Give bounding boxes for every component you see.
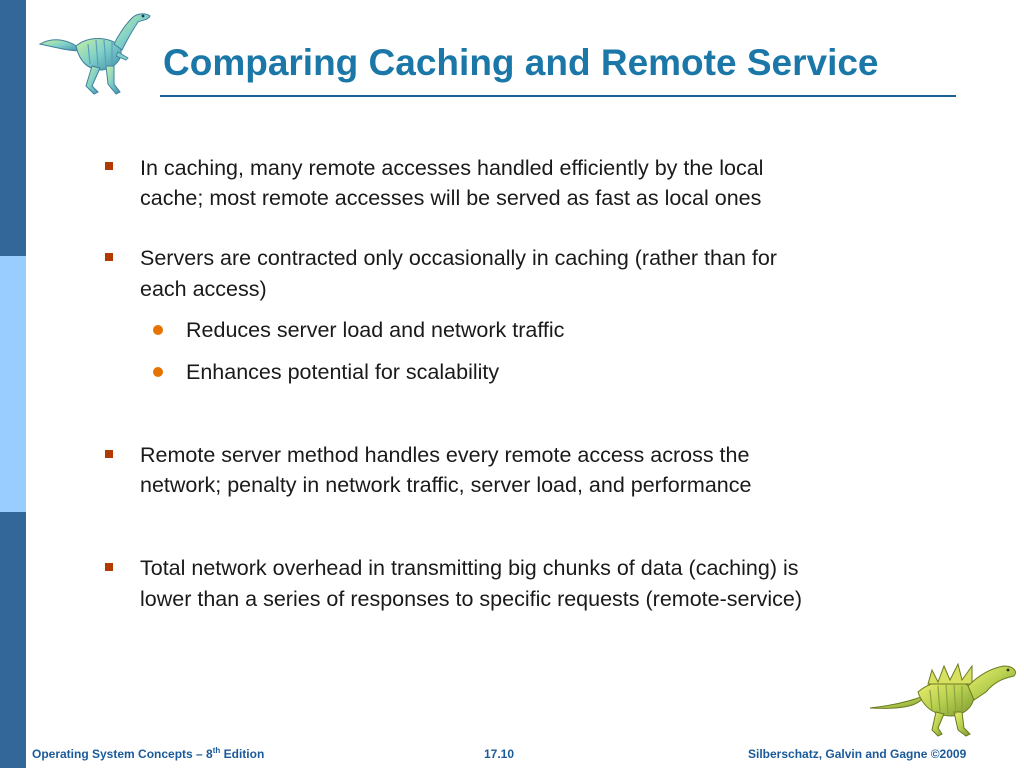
square-bullet-icon <box>103 251 115 263</box>
bullet-4-line-2: lower than a series of responses to specific requests (remote-service) <box>140 587 802 611</box>
bullet-2-line-1: Servers are contracted only occasionally in caching (rather than for <box>140 246 777 270</box>
square-bullet-icon <box>103 160 115 172</box>
round-bullet-icon <box>152 324 164 336</box>
left-bar-bottom-segment <box>0 512 26 768</box>
title-underline <box>160 95 956 97</box>
sub-bullet-2: Enhances potential for scalability <box>186 360 500 384</box>
bullet-3-line-2: network; penalty in network traffic, server load, and performance <box>140 473 752 497</box>
left-decorative-bar <box>0 0 26 768</box>
sub-bullet-1: Reduces server load and network traffic <box>186 318 565 342</box>
footer-book-title: Operating System Concepts – 8th Edition <box>32 746 265 761</box>
dinosaur-icon <box>36 6 156 98</box>
dinosaur-icon <box>868 656 1020 740</box>
slide-title: Comparing Caching and Remote Service <box>163 42 879 83</box>
bullet-1-line-2: cache; most remote accesses will be served as fast as local ones <box>140 186 762 210</box>
bullet-4-line-1: Total network overhead in transmitting big chunks of data (caching) is <box>140 556 799 580</box>
round-bullet-icon <box>152 366 164 378</box>
square-bullet-icon <box>103 448 115 460</box>
footer-copyright: Silberschatz, Galvin and Gagne ©2009 <box>748 747 967 761</box>
left-bar-middle-segment <box>0 256 26 512</box>
footer-page-number: 17.10 <box>484 747 515 761</box>
left-bar-top-segment <box>0 0 26 256</box>
bullet-3-line-1: Remote server method handles every remote access across the <box>140 443 750 467</box>
bullet-1-line-1: In caching, many remote accesses handled efficiently by the local <box>140 156 764 180</box>
bullet-2-line-2: each access) <box>140 277 267 301</box>
square-bullet-icon <box>103 561 115 573</box>
